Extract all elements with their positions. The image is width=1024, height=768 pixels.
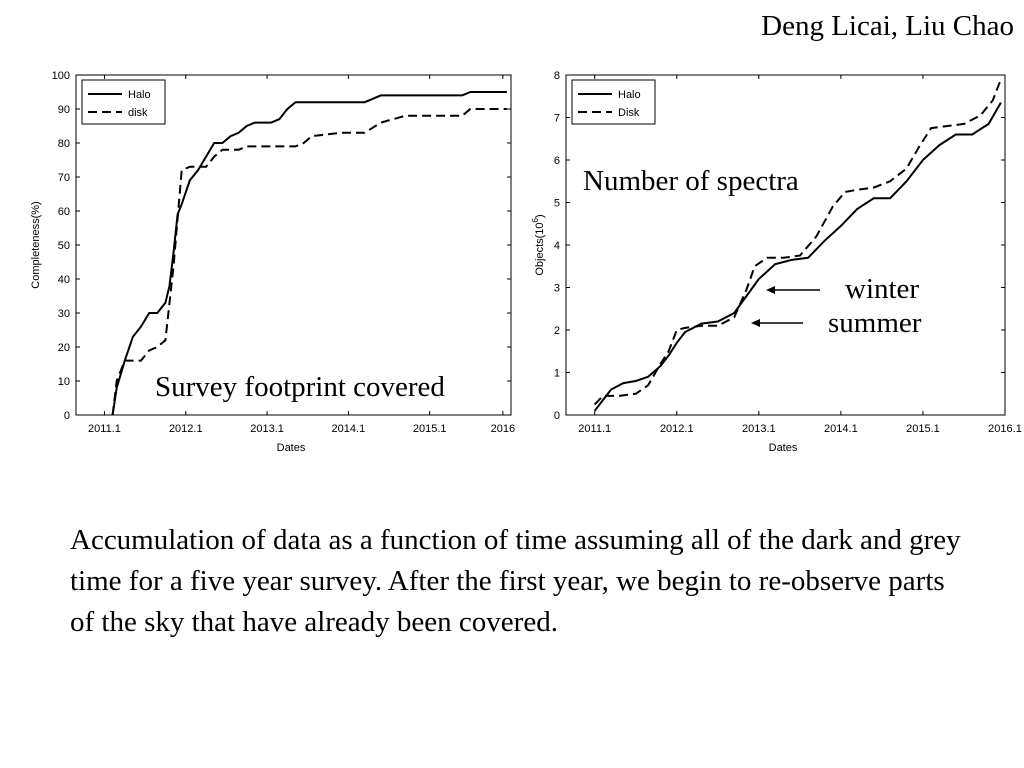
chart2-ylabel-close: ) [534, 214, 546, 219]
chart2-ytick-label: 7 [553, 112, 560, 125]
chart1-ytick-label: 50 [57, 240, 70, 252]
chart2-ytick-label: 3 [553, 282, 560, 295]
chart2-legend [572, 80, 655, 124]
chart1-ytick-label: 70 [57, 172, 70, 184]
chart2-plot-frame [566, 75, 1005, 415]
chart1-xtick-label: 2013.1 [250, 423, 284, 435]
chart2-ytick-label: 1 [553, 367, 560, 380]
chart2-ylabel-sup: 6 [531, 218, 540, 223]
chart1-ylabel: Completeness(%) [30, 201, 42, 289]
chart2-xtick-label: 2015.1 [906, 423, 940, 435]
chart2-ytick-label: 6 [553, 155, 560, 167]
winter-arrowhead [766, 286, 775, 294]
chart2-legend-label-disk: Disk [618, 107, 640, 119]
chart1-ytick-label: 90 [57, 104, 70, 116]
chart2-axes [554, 70, 1022, 435]
chart2-xlabel: Dates [768, 442, 798, 454]
chart1-legend-box [82, 80, 165, 124]
summer-arrowhead [751, 319, 760, 327]
chart1-ytick-label: 100 [51, 70, 70, 82]
chart1-xlabel: Dates [276, 442, 306, 454]
chart1-legend [82, 80, 165, 124]
chart2-ytick-label: 2 [553, 325, 560, 337]
chart2-lines [595, 79, 1001, 411]
chart1-lines [113, 92, 507, 415]
completeness-chart [30, 70, 515, 454]
chart2-ylabel-main: Objects(10 [534, 222, 546, 276]
chart1-ytick-label: 60 [57, 206, 70, 218]
author-credit: Deng Licai, Liu Chao [761, 10, 1014, 42]
chart1-annotation: Survey footprint covered [155, 371, 445, 403]
chart1-xtick-label: 2012.1 [168, 423, 203, 435]
chart1-xtick-label: 2014.1 [331, 423, 366, 435]
chart1-ytick-label: 10 [57, 376, 70, 388]
chart2-ytick-label: 8 [553, 70, 560, 82]
chart2-annotation: Number of spectra [583, 165, 799, 197]
chart2-ytick-label: 5 [553, 197, 560, 210]
chart1-ytick-label: 0 [63, 410, 70, 422]
chart2-xtick-label: 2014.1 [824, 423, 858, 435]
chart2-ytick-label: 4 [553, 240, 560, 252]
winter-label: winter [845, 273, 920, 305]
chart1-ytick-label: 80 [57, 138, 70, 150]
chart2-xtick-label: 2016.1 [988, 423, 1022, 435]
figure-caption: Accumulation of data as a function of time assuming all of the dark and grey time for a five year survey. After the first year, we begin to re-observe parts of the sky that have already been covered. [70, 524, 961, 638]
chart1-series-halo-line [113, 92, 507, 415]
chart2-ylabel [531, 214, 546, 275]
chart2-xtick-label: 2013.1 [742, 423, 776, 435]
chart2-xtick-label: 2012.1 [659, 423, 694, 435]
summer-label: summer [828, 307, 922, 339]
chart1-ytick-label: 20 [57, 342, 70, 354]
chart1-xtick-label: 2016 [490, 423, 516, 435]
chart2-legend-box [572, 80, 655, 124]
chart1-ytick-label: 40 [57, 274, 70, 286]
chart1-ytick-label: 30 [57, 308, 70, 320]
chart1-legend-label-halo: Halo [128, 89, 151, 101]
chart1-plot-frame [76, 75, 511, 415]
spectra-chart [531, 70, 1022, 454]
chart1-legend-label-disk: disk [128, 107, 148, 119]
chart2-xtick-label: 2011.1 [578, 423, 612, 435]
chart1-xtick-label: 2015.1 [412, 423, 447, 435]
chart2-legend-label-halo: Halo [618, 89, 641, 101]
chart2-series-disk-line [595, 79, 1001, 404]
chart2-ytick-label: 0 [553, 410, 560, 422]
chart1-xtick-label: 2011.1 [88, 423, 121, 435]
